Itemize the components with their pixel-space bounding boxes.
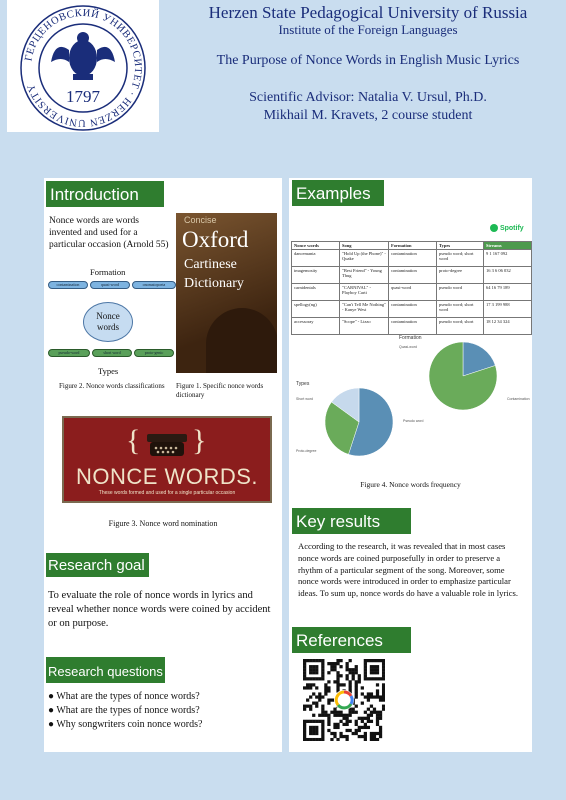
question-item: ● Why songwriters coin nonce words?	[48, 719, 203, 730]
figure1-caption: Figure 1. Specific nonce words dictionary	[176, 382, 264, 399]
pie-slice-label: Proto-degree	[296, 449, 317, 453]
poster-title: The Purpose of Nonce Words in English Music Lyrics	[216, 53, 520, 68]
banner-left-brace: {	[126, 424, 141, 457]
logo-ring-text: ГЕРЦЕНОВСКИЙ УНИВЕРСИТЕТ · HERZEN UNIVERSITY	[23, 7, 144, 129]
table-cell: 16 3 6 06 032	[484, 267, 532, 284]
examples-title: Examples	[292, 180, 384, 206]
table-header: Streams	[484, 242, 532, 250]
table-cell: carnidentals	[292, 284, 340, 301]
references-qr-code[interactable]	[303, 659, 385, 741]
table-cell: pseudo word; short word	[437, 250, 484, 267]
references-title: References	[292, 627, 411, 653]
banner-title: NONCE WORDS.	[76, 464, 258, 489]
nonce-words-banner	[62, 416, 272, 503]
university-logo	[7, 0, 159, 132]
research-goal-title: Research goal	[46, 553, 149, 577]
pill-proto-genic: proto-genic	[134, 349, 174, 357]
dictionary-book-image	[176, 213, 277, 373]
spotify-logo	[490, 224, 524, 232]
table-cell: contamination	[389, 301, 437, 318]
question-item: ● What are the types of nonce words?	[48, 705, 200, 716]
advisor-line: Scientific Advisor: Natalia V. Ursul, Ph.D.	[249, 90, 487, 105]
book-title-line3: Dictionary	[184, 276, 244, 291]
table-row	[292, 284, 532, 301]
table-cell: dancemania	[292, 250, 340, 267]
spotify-label: Spotify	[499, 224, 524, 232]
table-header: Types	[437, 242, 484, 250]
pie-slice-label: Quasi-word	[399, 345, 417, 349]
table-cell: spellogy(ng)	[292, 301, 340, 318]
figure3-caption: Figure 3. Nonce word nomination	[108, 519, 218, 528]
introduction-title: Introduction	[46, 181, 164, 207]
banner-subtitle: These words formed and used for a single particular occasion	[98, 490, 236, 496]
table-cell: "Hold Up (the Phone)" - Quake	[340, 250, 389, 267]
figure4-caption: Figure 4. Nonce words frequency	[360, 480, 461, 489]
google-icon	[334, 690, 354, 710]
table-cell: 64 16 79 189	[484, 284, 532, 301]
table-cell: 9 1 167 092	[484, 250, 532, 267]
table-header-row	[292, 242, 532, 250]
table-cell: pseudo word; short	[437, 318, 484, 335]
table-row	[292, 301, 532, 318]
diagram-center-node: Nonce words	[83, 302, 133, 342]
table-cell: proto-degree	[437, 267, 484, 284]
table-header: Formation	[389, 242, 437, 250]
table-cell: "Best Friend" - Young Thug	[340, 267, 389, 284]
university-name: Herzen State Pedagogical University of Russia	[208, 3, 528, 22]
pill-quasi-word: quasi-word	[90, 281, 130, 289]
table-row	[292, 250, 532, 267]
pie-formation-title: Formation	[399, 335, 422, 341]
key-results-title: Key results	[292, 508, 411, 534]
research-questions-title: Research questions	[46, 657, 165, 683]
table-cell: imagemosity	[292, 267, 340, 284]
pie-slice-label: Pseudo word	[403, 419, 424, 423]
table-cell: 17 3 199 988	[484, 301, 532, 318]
pie-formation	[399, 342, 530, 410]
table-cell: "Can't Tell Me Nothing" - Kanye West	[340, 301, 389, 318]
person-silhouette	[206, 308, 277, 373]
spotify-icon	[490, 224, 498, 232]
student-line: Mikhail M. Kravets, 2 course student	[263, 108, 473, 123]
diagram-types-label: Types	[98, 366, 119, 376]
frequency-charts	[291, 330, 531, 480]
table-cell: contamination	[389, 318, 437, 335]
pill-short-word: short word	[92, 349, 132, 357]
table-cell: 18 12 34 324	[484, 318, 532, 335]
table-header: Nonce words	[292, 242, 340, 250]
pie-types-title: Types	[296, 381, 310, 387]
book-top-text: Concise	[184, 215, 217, 225]
book-title-line2: Cartinese	[184, 257, 237, 272]
book-title-line1: Oxford	[182, 227, 249, 252]
question-item: ● What are the types of nonce words?	[48, 691, 200, 702]
table-cell: contamination	[389, 267, 437, 284]
diagram-formation-label: Formation	[90, 267, 126, 277]
pie-slice-label: Contamination	[507, 397, 530, 401]
table-cell: "CARNIVAL" - Playboy Carti	[340, 284, 389, 301]
pill-pseudo-word: pseudo-word	[48, 349, 90, 357]
pill-onomatopoeia: onomatopoeia	[132, 281, 176, 289]
table-cell: "Scope" - Lizzo	[340, 318, 389, 335]
pie-slice-label: Short word	[296, 397, 313, 401]
typewriter-icon	[144, 430, 190, 460]
table-cell: quasi-word	[389, 284, 437, 301]
table-cell: pseudo word	[437, 284, 484, 301]
figure2-caption: Figure 2. Nonce words classifications	[59, 382, 165, 390]
examples-table	[291, 241, 532, 335]
table-cell: pseudo word; short word	[437, 301, 484, 318]
table-row	[292, 267, 532, 284]
pill-contamination: contamination	[48, 281, 88, 289]
table-header: Song	[340, 242, 389, 250]
banner-right-brace: }	[192, 424, 207, 457]
introduction-text: Nonce words are words invented and used for a particular occasion (Arnold 55)	[49, 216, 169, 250]
key-results-text: According to the research, it was revealed that in most cases nonce words are coined purposefully in order to preserve a rhythm of a particular segment of the song. Moreover, some nonce words were introduced in order to emphasize particular ideas. To sum up, nonce words do have a valuable role in lyrics.	[298, 541, 518, 599]
institute-name: Institute of the Foreign Languages	[278, 22, 458, 37]
pie-types	[296, 388, 423, 456]
table-cell: contamination	[389, 250, 437, 267]
table-cell: accessoray	[292, 318, 340, 335]
research-goal-text: To evaluate the role of nonce words in lyrics and reveal whether nonce words were coined by accident or on purpose.	[48, 590, 271, 629]
logo-year: 1797	[66, 87, 100, 106]
